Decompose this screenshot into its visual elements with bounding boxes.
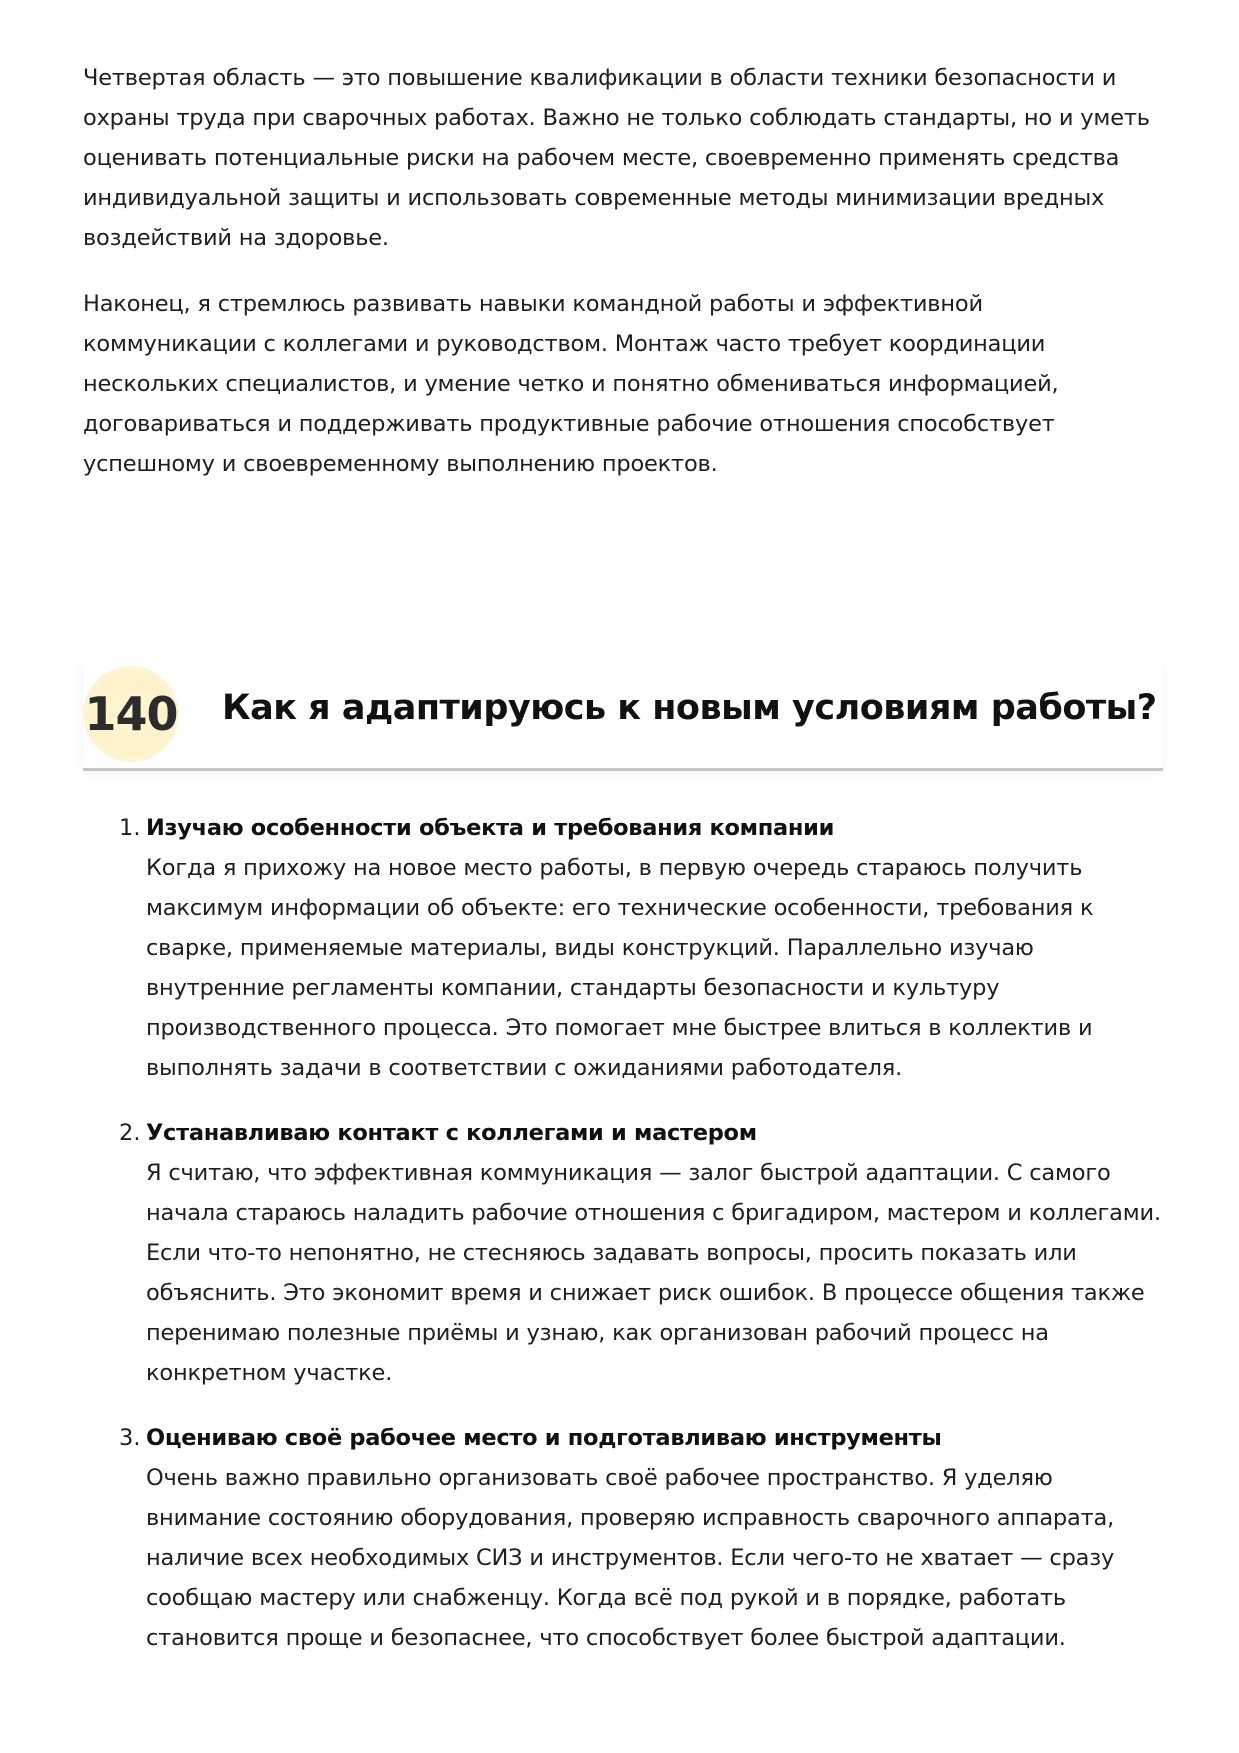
list-item-number: 1. xyxy=(119,815,141,841)
list-item-text: Очень важно правильно организовать своё рабочее пространство. Я уделяю внимание состоянию оборудования, проверяю исправность сварочного аппарата, наличие всех необходимых СИЗ и инструментов. Если чего-то не хватает — сразу сообщаю мастеру или снабженцу. Когда всё под рукой и в порядке, работать становится проще и безопаснее, что способствует более быстрой адаптации. xyxy=(146,1465,1115,1651)
intro-paragraph: Наконец, я стремлюсь развивать навыки командной работы и эффективной коммуникации с коллегами и руководством. Монтаж часто требует координации нескольких специалистов, и умение четко и понятно обмениваться информацией, договариваться и поддерживать продуктивные рабочие отношения способствует успешному и своевременному выполнению проектов. xyxy=(83,291,1059,477)
section-header xyxy=(83,660,1163,771)
section-title: Как я адаптируюсь к новым условиям работы? xyxy=(222,688,1157,728)
section-number-badge: 140 xyxy=(83,666,179,762)
list-item xyxy=(83,1113,1163,1393)
list-item-title: Устанавливаю контакт с коллегами и мастером xyxy=(146,1120,757,1146)
list-item-number: 2. xyxy=(119,1120,141,1146)
list-item xyxy=(83,1418,1163,1658)
list-item-title: Изучаю особенности объекта и требования компании xyxy=(146,815,835,841)
list-item-text: Когда я прихожу на новое место работы, в первую очередь стараюсь получить максимум информации об объекте: его технические особенности, требования к сварке, применяемые материалы, виды конструкций. Параллельно изучаю внутренние регламенты компании, стандарты безопасности и культуру производственного процесса. Это помогает мне быстрее влиться в коллектив и выполнять задачи в соответствии с ожиданиями работодателя. xyxy=(146,855,1094,1081)
list-item-title: Оцениваю своё рабочее место и подготавливаю инструменты xyxy=(146,1425,942,1451)
list-item-number: 3. xyxy=(119,1425,141,1451)
intro-section xyxy=(83,58,1163,510)
intro-paragraph: Четвертая область — это повышение квалификации в области техники безопасности и охраны труда при сварочных работах. Важно не только соблюдать стандарты, но и уметь оценивать потенциальные риски на рабочем месте, своевременно применять средства индивидуальной защиты и использовать современные методы минимизации вредных воздействий на здоровье. xyxy=(83,65,1150,251)
adaptation-list xyxy=(83,808,1163,1683)
list-item-text: Я считаю, что эффективная коммуникация — залог быстрой адаптации. С самого начала стараюсь наладить рабочие отношения с бригадиром, мастером и коллегами. Если что-то непонятно, не стесняюсь задавать вопросы, просить показать или объяснить. Это экономит время и снижает риск ошибок. В процессе общения также перенимаю полезные приёмы и узнаю, как организован рабочий процесс на конкретном участке. xyxy=(146,1160,1161,1386)
list-item xyxy=(83,808,1163,1088)
